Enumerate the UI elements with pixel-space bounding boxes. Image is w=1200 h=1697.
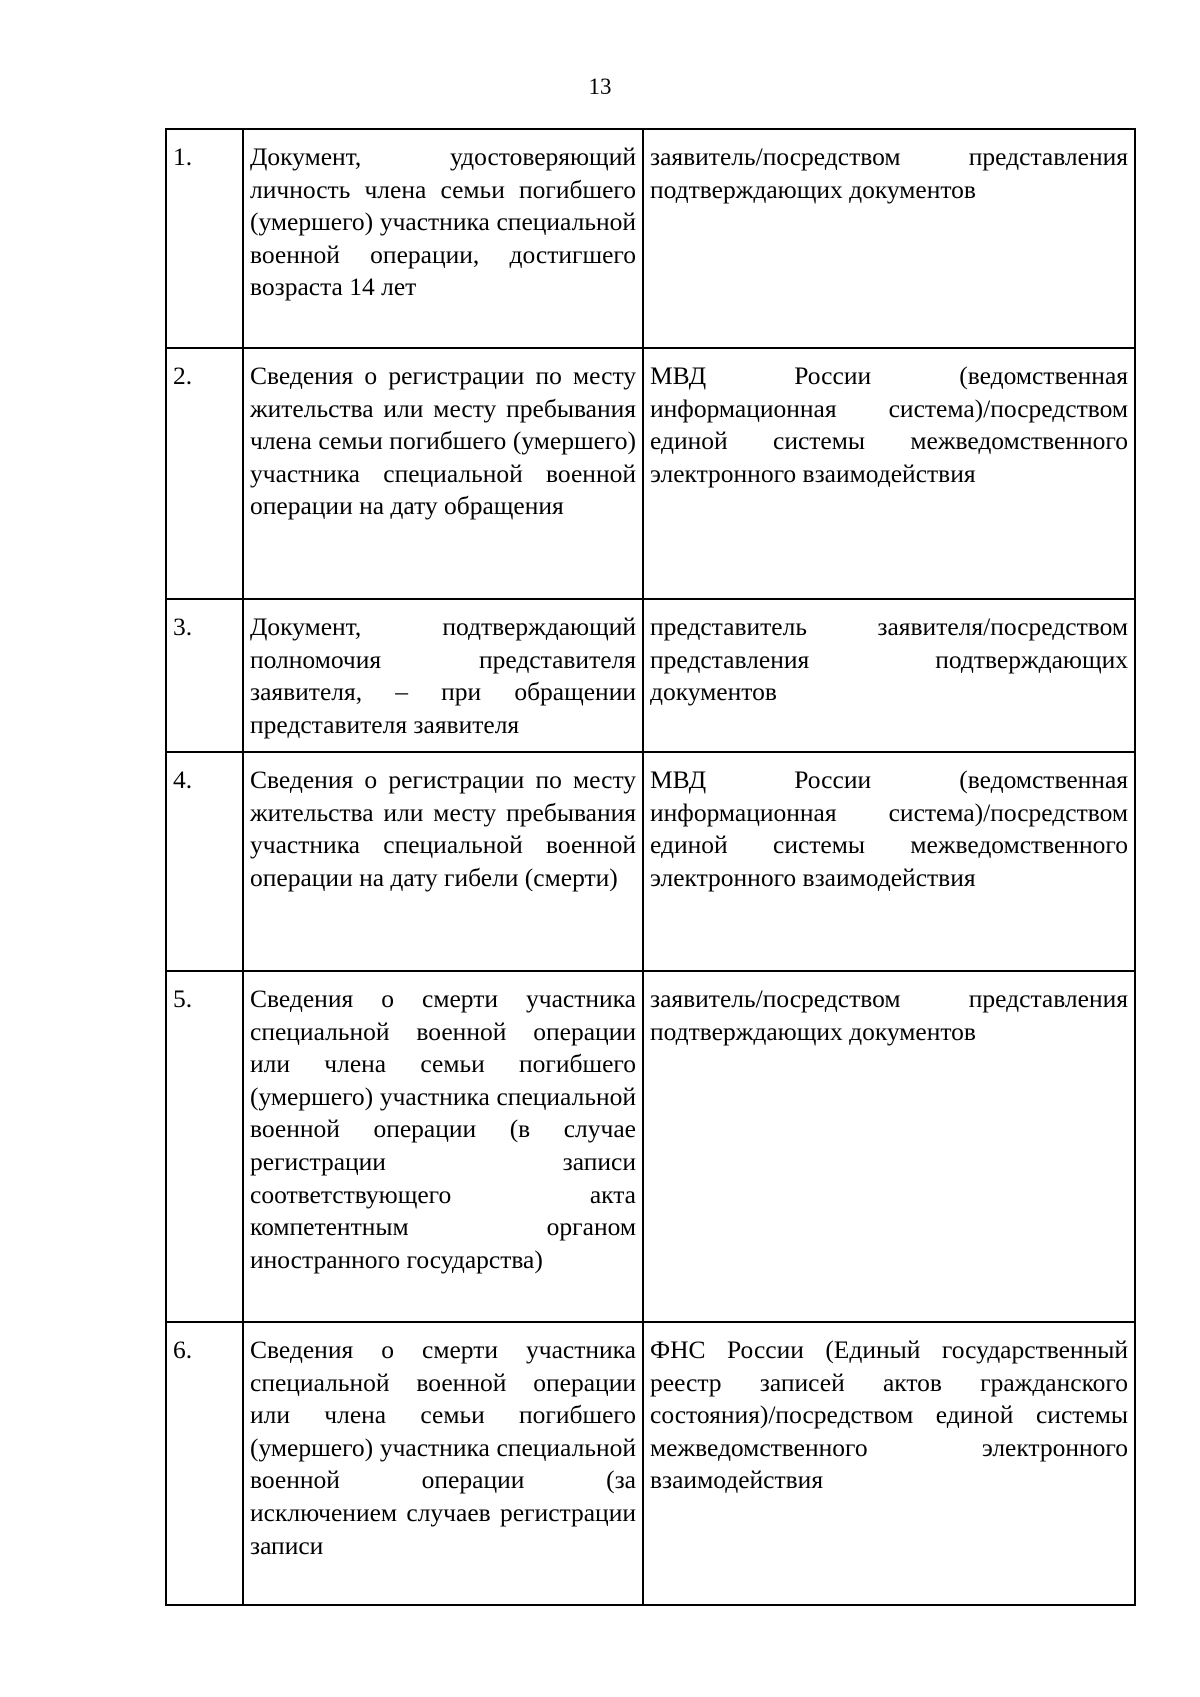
page-number: 13 <box>588 74 612 99</box>
row-number: 4. <box>166 752 243 971</box>
row-number: 3. <box>166 599 243 752</box>
source-cell: МВД России (ведомственная информационная система)/посредством единой системы межведомственного электронного взаимодействия <box>643 752 1135 971</box>
source-cell: ФНС России (Единый государственный реестр записей актов гражданского состояния)/посредством единой системы межведомственного электронного взаимодействия <box>643 1322 1135 1605</box>
table-row <box>166 129 1135 348</box>
table-row <box>166 752 1135 971</box>
table-row <box>166 348 1135 599</box>
table-row <box>166 1322 1135 1605</box>
row-number: 6. <box>166 1322 243 1605</box>
document-name-cell: Сведения о регистрации по месту жительства или месту пребывания члена семьи погибшего (умершего) участника специальной военной операции на дату обращения <box>243 348 643 599</box>
table-row <box>166 971 1135 1322</box>
row-number: 1. <box>166 129 243 348</box>
document-name-cell: Документ, подтверждающий полномочия представителя заявителя, – при обращении представителя заявителя <box>243 599 643 752</box>
row-number: 5. <box>166 971 243 1322</box>
source-cell: заявитель/посредством представления подтверждающих документов <box>643 971 1135 1322</box>
source-cell: заявитель/посредством представления подтверждающих документов <box>643 129 1135 348</box>
document-name-cell: Документ, удостоверяющий личность члена семьи погибшего (умершего) участника специальной военной операции, достигшего возраста 14 лет <box>243 129 643 348</box>
document-name-cell: Сведения о смерти участника специальной военной операции или члена семьи погибшего (умершего) участника специальной военной операции (за исключением случаев регистрации записи <box>243 1322 643 1605</box>
table-row <box>166 599 1135 752</box>
source-cell: МВД России (ведомственная информационная система)/посредством единой системы межведомственного электронного взаимодействия <box>643 348 1135 599</box>
source-cell: представитель заявителя/посредством представления подтверждающих документов <box>643 599 1135 752</box>
documents-table <box>165 128 1136 1606</box>
document-name-cell: Сведения о регистрации по месту жительства или месту пребывания участника специальной военной операции на дату гибели (смерти) <box>243 752 643 971</box>
document-name-cell: Сведения о смерти участника специальной военной операции или члена семьи погибшего (умершего) участника специальной военной операции (в случае регистрации записи соответствующего акта компетентным органом иностранного государства) <box>243 971 643 1322</box>
row-number: 2. <box>166 348 243 599</box>
